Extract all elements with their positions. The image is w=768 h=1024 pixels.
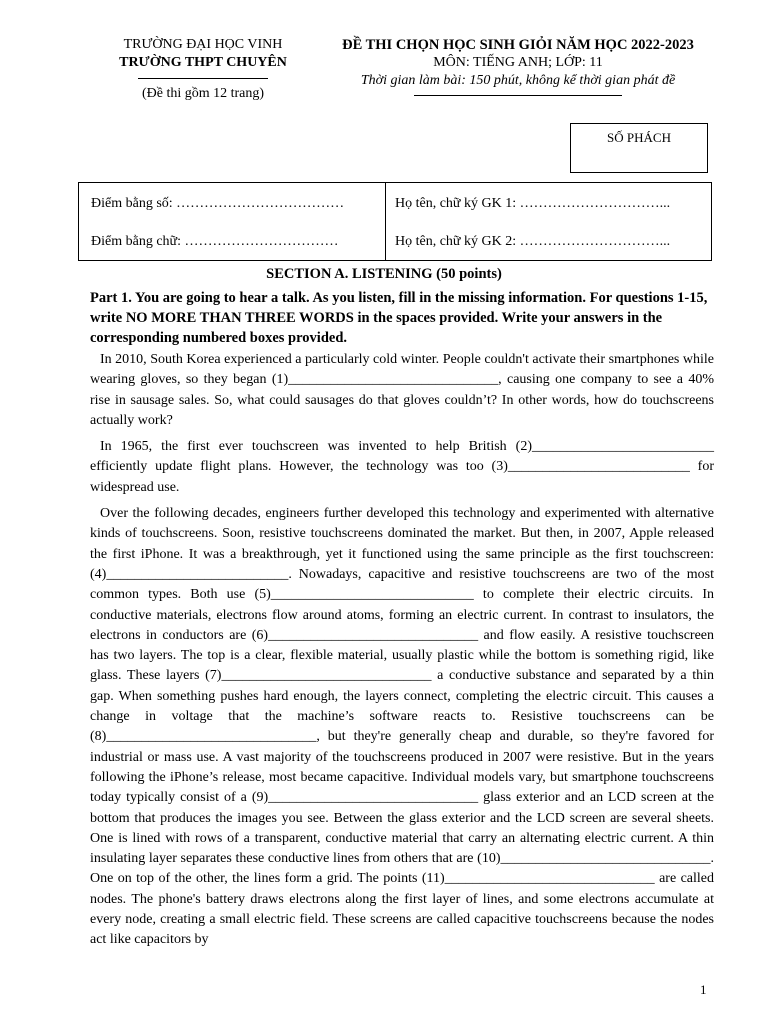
passage-paragraph: In 1965, the first ever touchscreen was invented to help British (2)__________________________ efficiently update flight plans. However, the technology was too (3)__________________________ for widespread use. (90, 439, 714, 495)
exam-header (318, 36, 718, 96)
so-phach-box (570, 123, 708, 173)
exam-subject: MÔN: TIẾNG ANH; LỚP: 11 (433, 55, 603, 70)
score-words-field[interactable]: Điểm bằng chữ: …………………………… (91, 234, 339, 249)
pages-note: (Đề thi gồm 12 trang) (141, 86, 265, 101)
school-header (96, 36, 310, 103)
grader2-field[interactable]: Họ tên, chữ ký GK 2: …………………………... (395, 234, 671, 249)
listening-passage (90, 350, 714, 957)
exam-header-divider (414, 95, 622, 96)
exam-time: Thời gian làm bài: 150 phút, không kể thời gian phát đề (360, 73, 676, 88)
passage-paragraph: In 2010, South Korea experienced a particularly cold winter. People couldn't activate their smartphones while wearing gloves, so they began (1)______________________________, causing one company to see a 40% rise in sausage sales. So, what could sausages do that gloves couldn’t? In other words, how do touchscreens actually work? (90, 352, 714, 428)
page-number: 1 (700, 982, 707, 997)
header-divider (138, 78, 268, 79)
school-name-university: TRƯỜNG ĐẠI HỌC VINH (123, 37, 283, 52)
school-name-highschool: TRƯỜNG THPT CHUYÊN (119, 55, 287, 70)
part1-instructions: Part 1. You are going to hear a talk. As you listen, fill in the missing information. For questions 1-15, write NO MORE THAN THREE WORDS in the spaces provided. Write your answers in the corresponding numbered boxes provided. (90, 290, 708, 346)
score-table-divider (385, 183, 386, 260)
exam-title: ĐỀ THI CHỌN HỌC SINH GIỎI NĂM HỌC 2022-2023 (342, 37, 694, 53)
passage-paragraph: Over the following decades, engineers further developed this technology and experimented with alternative kinds of touchscreens. Soon, resistive touchscreens dominated the market. But then, in 2007, Apple released the first iPhone. It was a breakthrough, yet it functioned using the same principle as the first touchscreen: (4)__________________________. Nowadays, capacitive and resistive touchscreens are two of the most common types. Both use (5)_____________________________ to complete their electric circuits. In conductive materials, electrons flow around atoms, forming an electric current. In contrast to insulators, the electrons in conductors are (6)______________________________ and flow easily. A resistive touchscreen has two layers. The top is a clear, flexible material, usually plastic while the bottom is something rigid, like glass. These layers (7)______________________________ a conductive substance and separated by a thin gap. When something pushes hard enough, the layers connect, completing the electric circuit. This causes a change in voltage that the machine’s software reacts to. Resistive touchscreens can be (8)______________________________, but they're generally cheap and durable, so they're favored for industrial or mass use. A vast majority of the touchscreens produced in 2007 were resistive. But in the years following the iPhone’s release, most became capacitive. Individual models vary, but smartphone touchscreens today typically consist of a (9)______________________________ glass exterior and an LCD screen at the bottom that produces the images you see. Between the glass exterior and the LCD screen are several sheets. One is lined with rows of a transparent, conductive material that carry an alternating electric current. A thin insulating layer separates these conductive lines from others that are (10)______________________________. One on top of the other, the lines form a grid. The points (11)______________________________ are called nodes. The phone's battery draws electrons along the first layer of lines, and some electrons accumulate at every node, creating a small electric field. These screens are called capacitive touchscreens because the nodes act like capacitors by (90, 506, 714, 948)
so-phach-label: SỐ PHÁCH (607, 130, 671, 145)
score-number-field[interactable]: Điểm bằng số: ……………………………… (91, 196, 345, 211)
grader1-field[interactable]: Họ tên, chữ ký GK 1: …………………………... (395, 196, 671, 211)
score-table (78, 182, 712, 261)
section-title: SECTION A. LISTENING (50 points) (266, 266, 502, 282)
